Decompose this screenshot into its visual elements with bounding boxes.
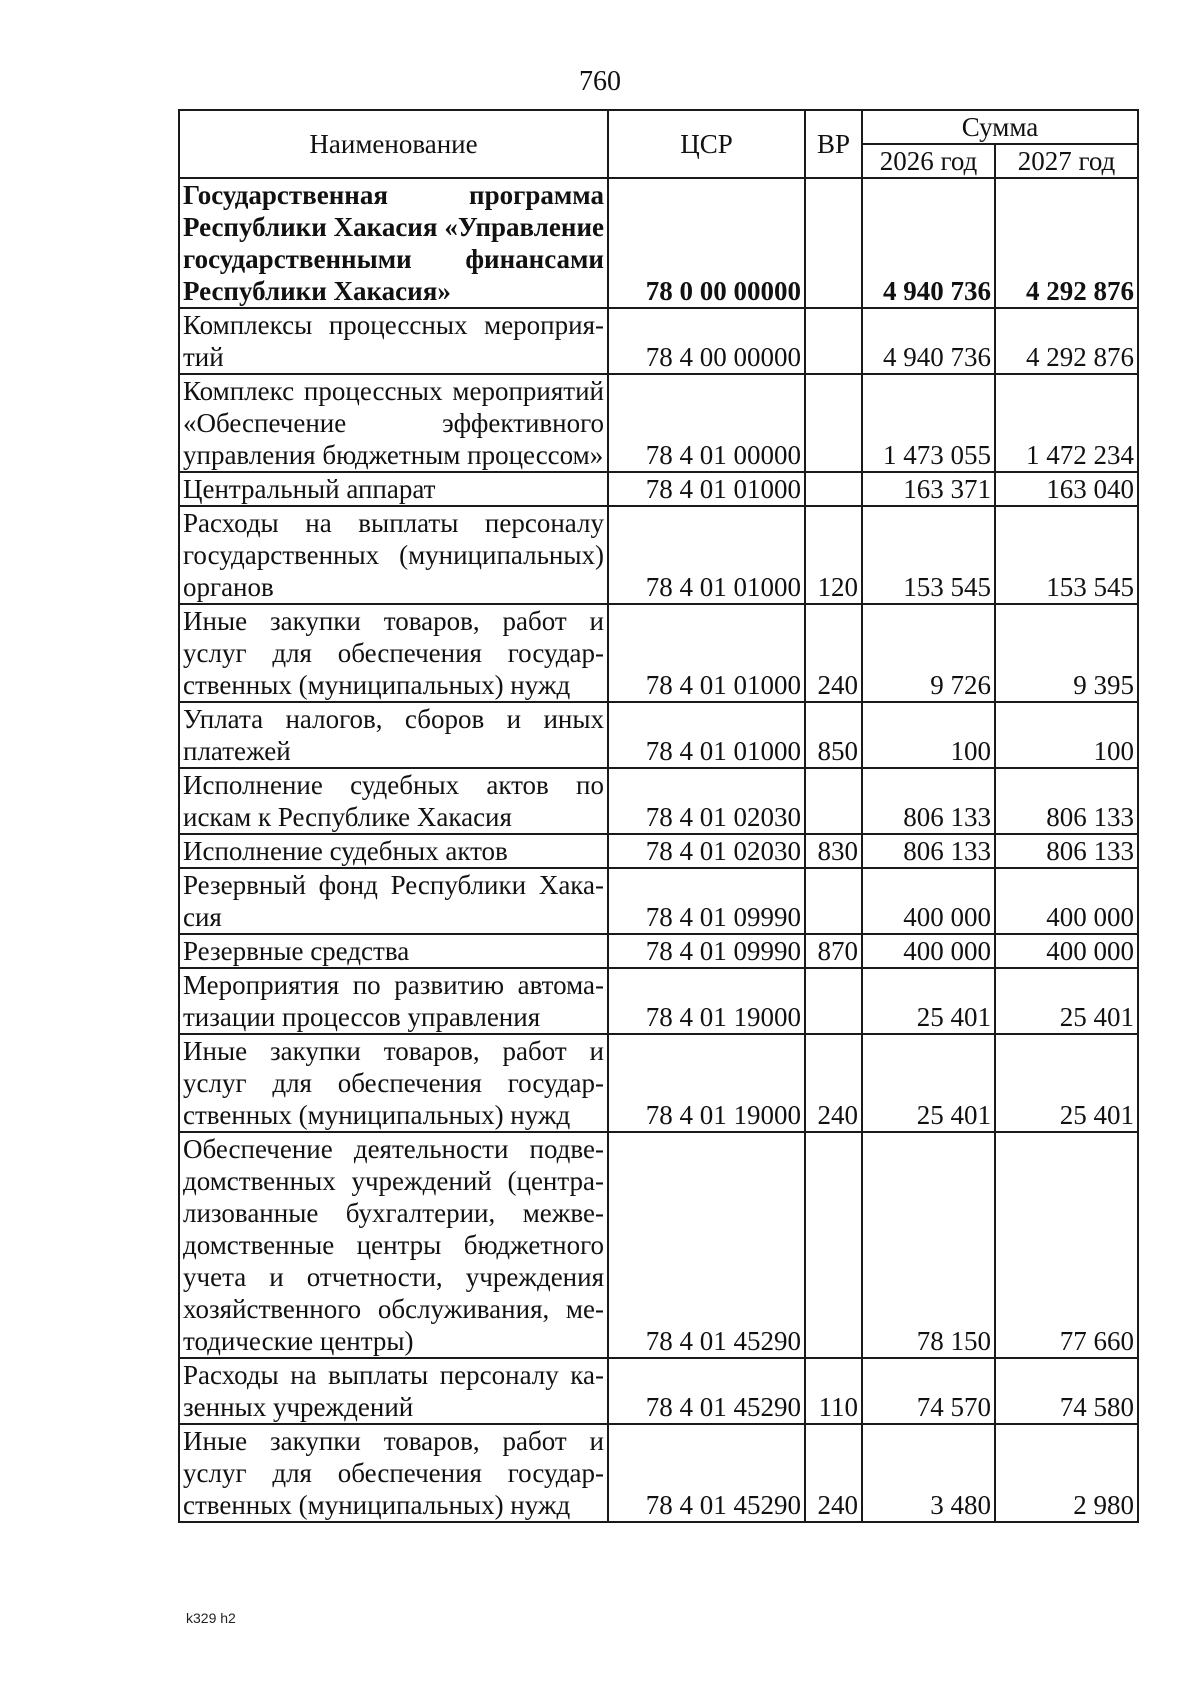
header-year-2026: 2026 год [862, 144, 995, 178]
row-amount-2027: 25 401 [995, 1034, 1138, 1132]
row-vr: 110 [805, 1358, 862, 1424]
header-year-2027: 2027 год [995, 144, 1138, 178]
table-row [179, 604, 1138, 702]
table-row [179, 1132, 1138, 1358]
table-row [179, 1358, 1138, 1424]
header-vr: ВР [805, 110, 862, 178]
row-name: Расходы на выплаты персоналу государственных (муниципальных) органов [179, 506, 608, 604]
table-row [179, 1424, 1138, 1522]
row-csr: 78 4 01 45290 [608, 1424, 805, 1522]
budget-table [178, 109, 1139, 1523]
table-row [179, 178, 1138, 308]
row-vr [805, 868, 862, 934]
row-csr: 78 4 01 19000 [608, 1034, 805, 1132]
row-amount-2026: 163 371 [862, 472, 995, 506]
row-csr: 78 4 01 45290 [608, 1358, 805, 1424]
row-amount-2027: 9 395 [995, 604, 1138, 702]
row-amount-2027: 25 401 [995, 968, 1138, 1034]
row-amount-2026: 4 940 736 [862, 308, 995, 374]
row-amount-2027: 153 545 [995, 506, 1138, 604]
row-name: Государственная программа Республики Хакасия «Управление государственными финансами Республики Хакасия» [179, 178, 608, 308]
row-amount-2027: 806 133 [995, 834, 1138, 868]
row-csr: 78 4 01 02030 [608, 834, 805, 868]
row-amount-2026: 400 000 [862, 868, 995, 934]
row-amount-2027: 1 472 234 [995, 374, 1138, 472]
table-row [179, 702, 1138, 768]
row-csr: 78 4 01 01000 [608, 702, 805, 768]
row-csr: 78 4 01 01000 [608, 604, 805, 702]
row-csr: 78 4 01 09990 [608, 868, 805, 934]
row-amount-2026: 806 133 [862, 834, 995, 868]
row-amount-2027: 4 292 876 [995, 308, 1138, 374]
row-vr: 850 [805, 702, 862, 768]
row-name: Комплексы процессных мероприятий [179, 308, 608, 374]
row-name: Резервные средства [179, 934, 608, 968]
row-vr [805, 374, 862, 472]
row-vr: 830 [805, 834, 862, 868]
table-row [179, 506, 1138, 604]
row-amount-2027: 400 000 [995, 868, 1138, 934]
header-sum: Сумма [862, 110, 1138, 144]
row-amount-2027: 2 980 [995, 1424, 1138, 1522]
row-vr [805, 1132, 862, 1358]
row-csr: 78 0 00 00000 [608, 178, 805, 308]
row-csr: 78 4 01 45290 [608, 1132, 805, 1358]
row-amount-2026: 78 150 [862, 1132, 995, 1358]
header-csr: ЦСР [608, 110, 805, 178]
row-name: Центральный аппарат [179, 472, 608, 506]
row-name: Резервный фонд Республики Хакасия [179, 868, 608, 934]
row-amount-2026: 153 545 [862, 506, 995, 604]
row-csr: 78 4 01 01000 [608, 506, 805, 604]
row-name: Мероприятия по развитию автоматизации процессов управления [179, 968, 608, 1034]
table-row [179, 472, 1138, 506]
row-name: Иные закупки товаров, работ и услуг для обеспечения государственных (муниципальных) нужд [179, 1424, 608, 1522]
row-amount-2027: 4 292 876 [995, 178, 1138, 308]
footer-code: k329 h2 [186, 1610, 236, 1626]
row-amount-2027: 806 133 [995, 768, 1138, 834]
table-header [179, 110, 1138, 178]
row-vr [805, 178, 862, 308]
row-vr: 240 [805, 1424, 862, 1522]
row-name: Исполнение судебных актов по искам к Республике Хакасия [179, 768, 608, 834]
table-row [179, 868, 1138, 934]
row-name: Обеспечение деятельности подведомственных учреждений (централизованные бухгалтерии, межведомственные центры бюджетного учета и отчетности, учреждения хозяйственного обслуживания, методические центры) [179, 1132, 608, 1358]
row-amount-2026: 25 401 [862, 1034, 995, 1132]
row-amount-2026: 1 473 055 [862, 374, 995, 472]
table-row [179, 934, 1138, 968]
row-amount-2026: 806 133 [862, 768, 995, 834]
row-name: Расходы на выплаты персоналу казенных учреждений [179, 1358, 608, 1424]
row-vr [805, 768, 862, 834]
row-amount-2026: 74 570 [862, 1358, 995, 1424]
row-name: Иные закупки товаров, работ и услуг для обеспечения государственных (муниципальных) нужд [179, 1034, 608, 1132]
row-amount-2026: 9 726 [862, 604, 995, 702]
row-amount-2026: 3 480 [862, 1424, 995, 1522]
row-vr: 240 [805, 1034, 862, 1132]
row-amount-2026: 100 [862, 702, 995, 768]
row-vr [805, 968, 862, 1034]
row-vr [805, 472, 862, 506]
table-row [179, 374, 1138, 472]
row-amount-2026: 25 401 [862, 968, 995, 1034]
row-name: Уплата налогов, сборов и иных платежей [179, 702, 608, 768]
row-vr: 870 [805, 934, 862, 968]
row-amount-2026: 400 000 [862, 934, 995, 968]
row-amount-2027: 77 660 [995, 1132, 1138, 1358]
table-row [179, 834, 1138, 868]
row-csr: 78 4 01 19000 [608, 968, 805, 1034]
table-row [179, 968, 1138, 1034]
page-number: 760 [579, 66, 621, 97]
row-vr: 240 [805, 604, 862, 702]
header-name: Наименование [179, 110, 608, 178]
row-csr: 78 4 01 09990 [608, 934, 805, 968]
row-amount-2027: 163 040 [995, 472, 1138, 506]
row-csr: 78 4 01 01000 [608, 472, 805, 506]
row-csr: 78 4 01 00000 [608, 374, 805, 472]
row-amount-2027: 100 [995, 702, 1138, 768]
row-name: Комплекс процессных мероприятий «Обеспечение эффективного управления бюджетным процессом» [179, 374, 608, 472]
row-vr [805, 308, 862, 374]
table-row [179, 1034, 1138, 1132]
row-amount-2027: 74 580 [995, 1358, 1138, 1424]
row-amount-2027: 400 000 [995, 934, 1138, 968]
row-name: Исполнение судебных актов [179, 834, 608, 868]
row-csr: 78 4 01 02030 [608, 768, 805, 834]
table-body [179, 178, 1138, 1522]
row-amount-2026: 4 940 736 [862, 178, 995, 308]
row-name: Иные закупки товаров, работ и услуг для обеспечения государственных (муниципальных) нужд [179, 604, 608, 702]
row-vr: 120 [805, 506, 862, 604]
row-csr: 78 4 00 00000 [608, 308, 805, 374]
table-row [179, 308, 1138, 374]
table-row [179, 768, 1138, 834]
